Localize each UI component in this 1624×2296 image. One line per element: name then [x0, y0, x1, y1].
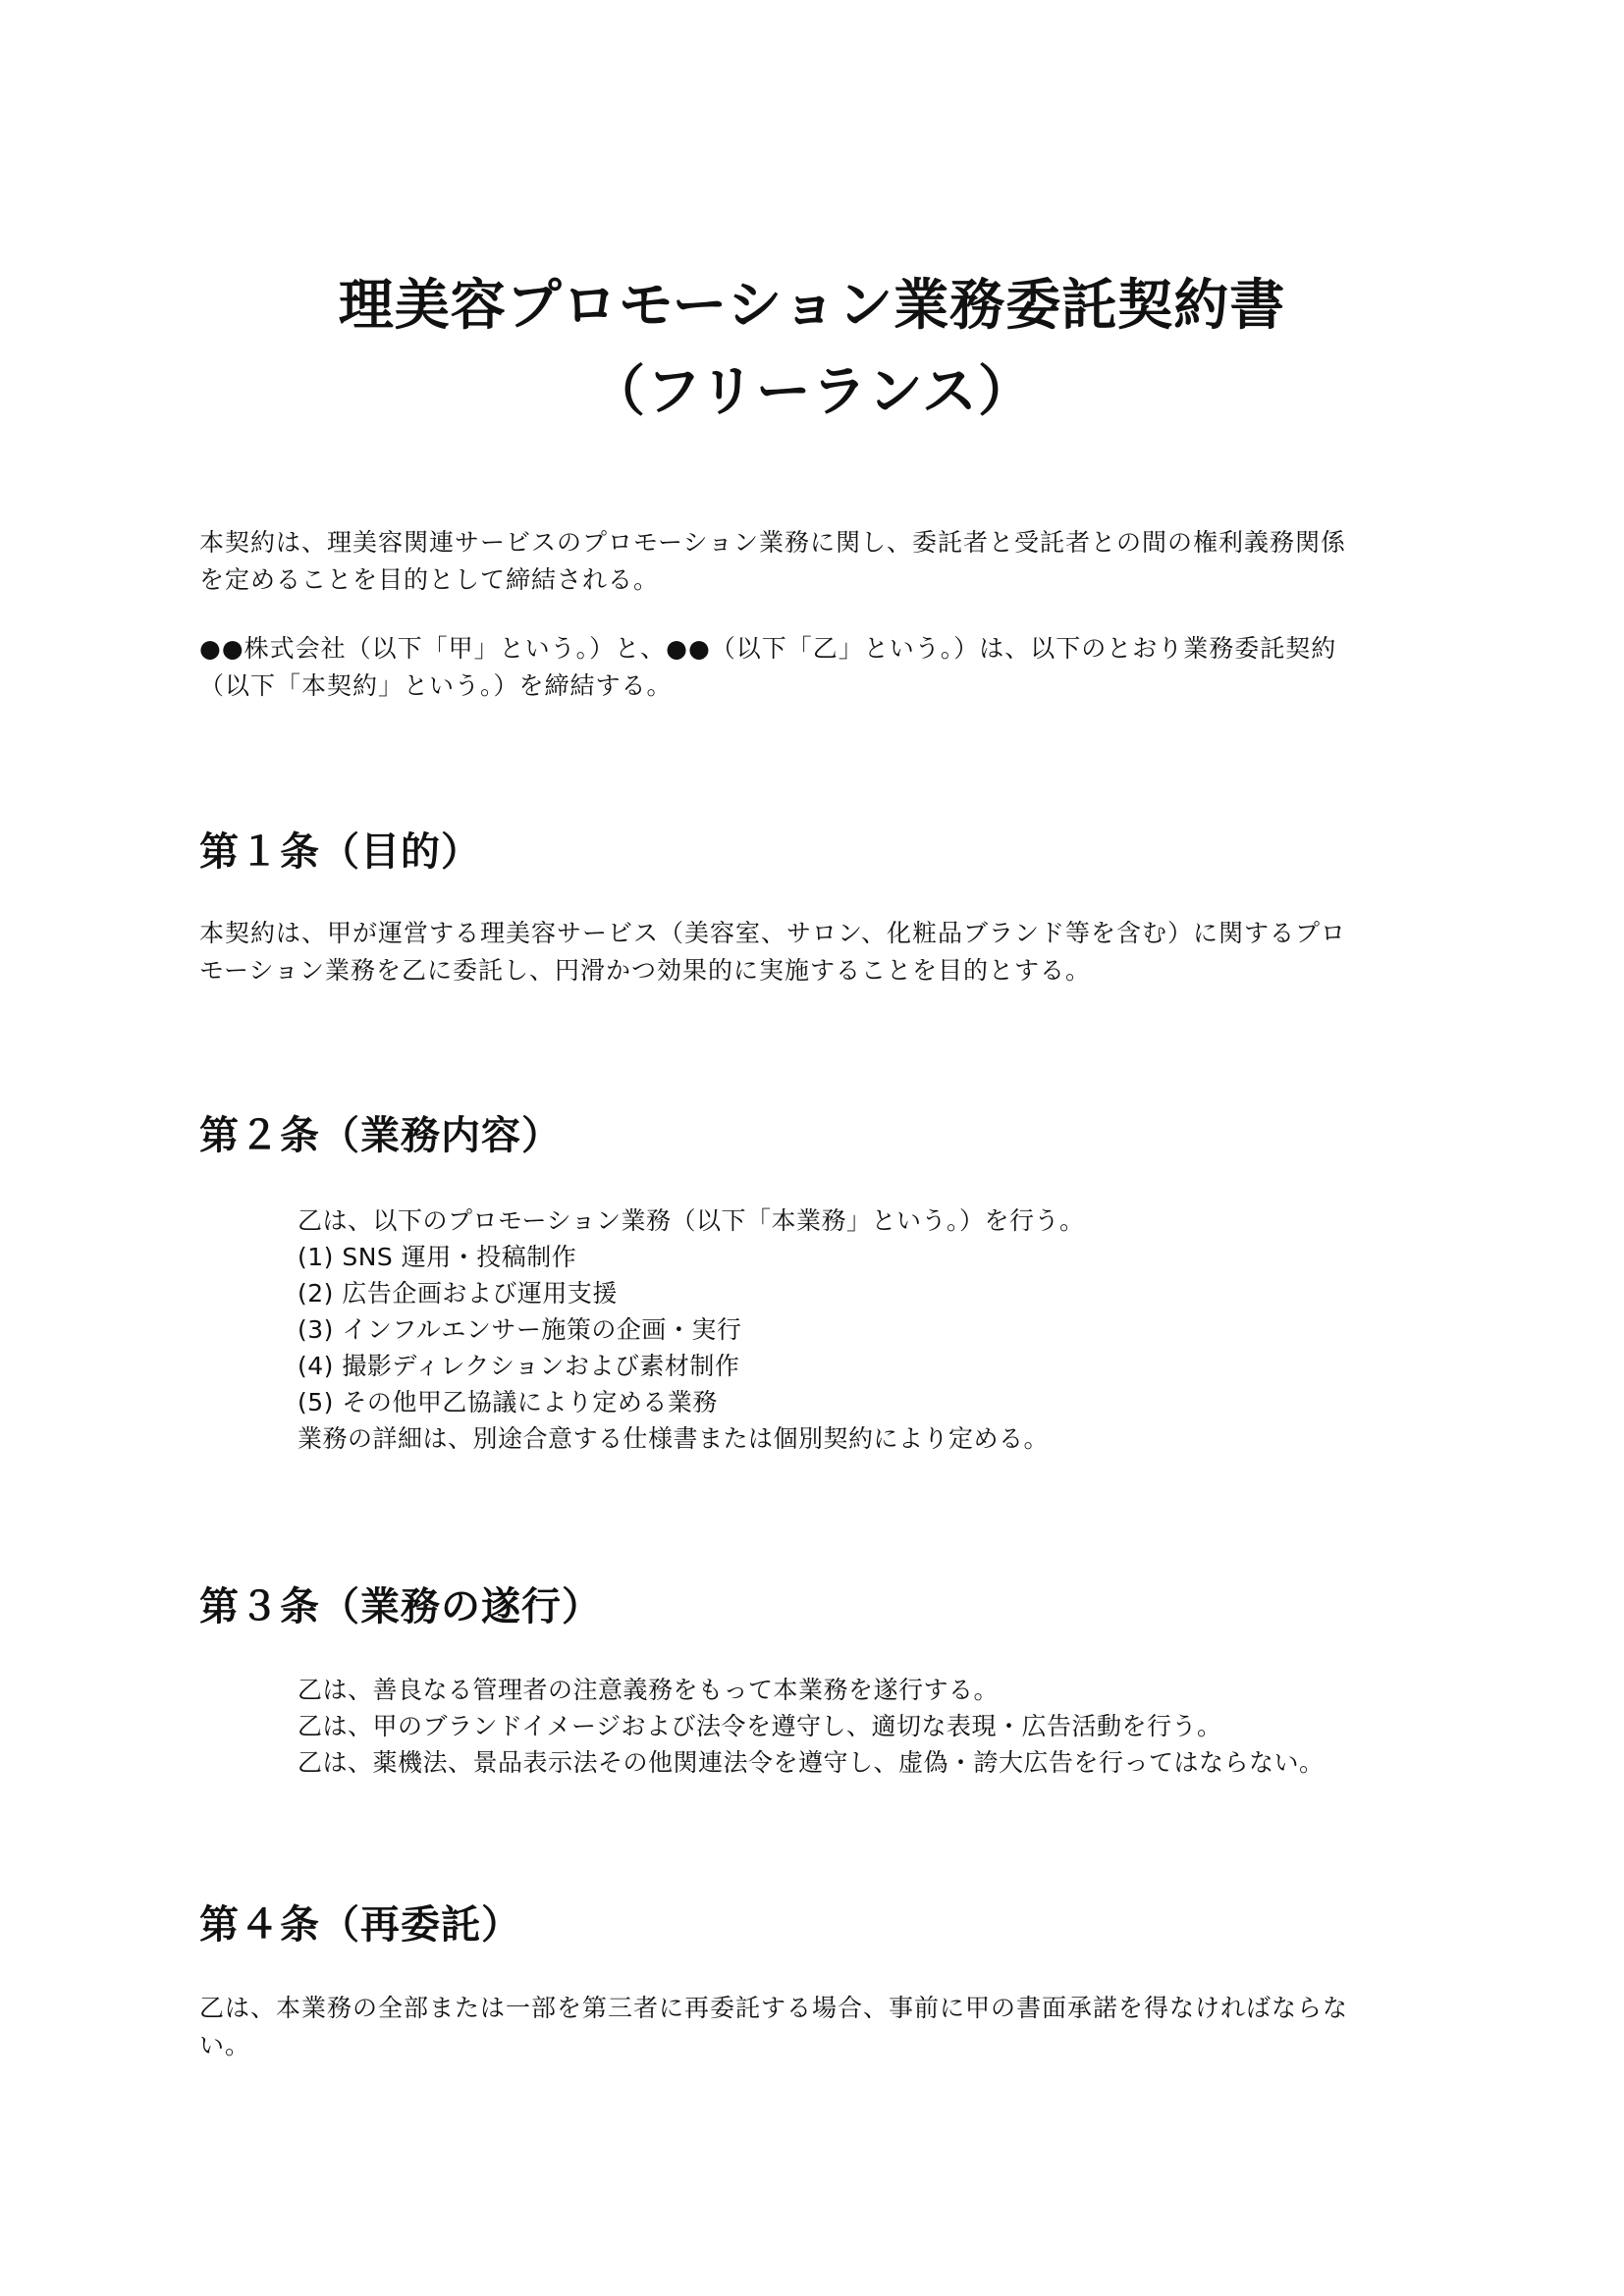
document-title-line2: （フリーランス）	[589, 360, 1035, 424]
article-2-body	[298, 1202, 1476, 1457]
article-2-list-item: (5) その他甲乙協議により定める業務	[298, 1388, 718, 1416]
article-3-line: 乙は、薬機法、景品表示法その他関連法令を遵守し、虚偽・誇大広告を行ってはならない。	[298, 1748, 1325, 1777]
preamble-paragraph-1	[199, 524, 1446, 599]
article-1-line: モーション業務を乙に委託し、円滑かつ効果的に実施することを目的とする。	[199, 956, 1092, 985]
article-3-line: 乙は、善良なる管理者の注意義務をもって本業務を遂行する。	[298, 1676, 1000, 1704]
article-1-line: 本契約は、甲が運営する理美容サービス（美容室、サロン、化粧品ブランド等を含む）に関するプロ	[199, 919, 1347, 947]
preamble-paragraph-1-line2: を定めることを目的として締結される。	[199, 565, 660, 594]
article-3-line: 乙は、甲のブランドイメージおよび法令を遵守し、適切な表現・広告活動を行う。	[298, 1712, 1222, 1740]
article-4-body	[199, 1990, 1446, 2064]
article-1-body	[199, 915, 1446, 989]
preamble-paragraph-2-line1: ●●株式会社（以下「甲」という。）と、●●（以下「乙」という。）は、以下のとおり業務委託契約	[199, 634, 1337, 663]
preamble-paragraph-2-line2: （以下「本契約」という。）を締結する。	[199, 671, 673, 700]
article-2-line: 乙は、以下のプロモーション業務（以下「本業務」という。）を行う。	[298, 1206, 1085, 1235]
document-title-line1: 理美容プロモーション業務委託契約書	[338, 274, 1286, 338]
preamble-paragraph-1-line1: 本契約は、理美容関連サービスのプロモーション業務に関し、委託者と受託者との間の権利義務関係	[199, 528, 1347, 557]
article-4-line: い。	[199, 2031, 251, 2059]
article-3-body	[298, 1672, 1476, 1781]
article-2-list-item: (4) 撮影ディレクションおよび素材制作	[298, 1352, 740, 1380]
article-4-heading: 第４条（再委託）	[199, 1902, 521, 1948]
preamble-paragraph-2	[199, 630, 1446, 705]
article-2-heading: 第２条（業務内容）	[199, 1113, 562, 1158]
article-1-heading: 第１条（目的）	[199, 829, 481, 875]
article-3-heading: 第３条（業務の遂行）	[199, 1584, 602, 1629]
article-2-line: 業務の詳細は、別途合意する仕様書または個別契約により定める。	[298, 1424, 1050, 1453]
article-2-list-item: (3) インフルエンサー施策の企画・実行	[298, 1315, 742, 1344]
article-2-list-item: (1) SNS 運用・投稿制作	[298, 1243, 577, 1271]
article-4-line: 乙は、本業務の全部または一部を第三者に再委託する場合、事前に甲の書面承諾を得なければならな	[199, 1994, 1349, 2022]
article-2-list-item: (2) 広告企画および運用支援	[298, 1279, 618, 1308]
